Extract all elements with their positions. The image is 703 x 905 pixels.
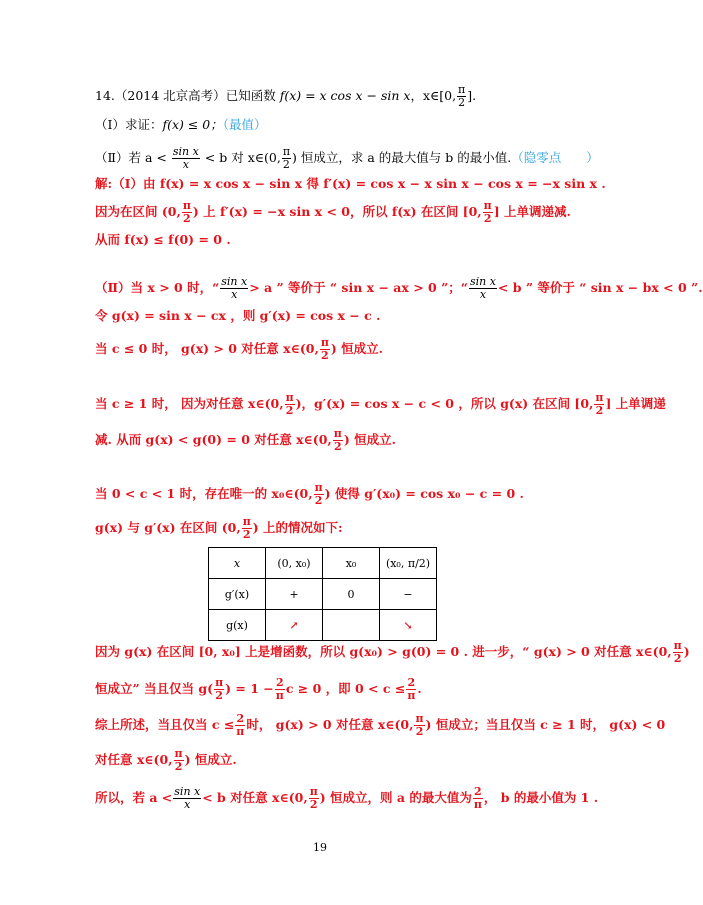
solution-line-10: g(x) 与 g′(x) 在区间 (0, $\frac{\pi}{2}$ ) 上的情况如下:: [95, 515, 343, 541]
solution-line-2: 因为在区间 (0, $\frac{\pi}{2}$ ) 上 f′(x) = −x sin x < 0，所以 f(x) 在区间 [0, $\frac{\pi}{2}$ ] 上单调递减.: [95, 199, 571, 225]
problem-number: 14.: [95, 88, 115, 103]
solution-line-12: 恒成立” 当且仅当 g( $\frac{\pi}{2}$ ) = 1 − $\frac{2}{\pi}$ c ≥ 0 ，即 0 < c ≤ $\frac{2}{\pi}$ .: [95, 676, 422, 702]
problem-source: （2014 北京高考）: [114, 88, 226, 103]
tag-hidden-zero: （隐零点 ）: [511, 150, 599, 165]
solution-line-11: 因为 g(x) 在区间 [0, x₀] 上是增函数，所以 g(x₀) > g(0) = 0 . 进一步，“ g(x) > 0 对任意 x∈(0, $\frac{\pi}{2}$ ): [95, 639, 690, 665]
tag-max-value: （最值）: [222, 117, 267, 132]
solution-line-3: 从而 f(x) ≤ f(0) = 0 .: [95, 232, 231, 247]
fraction-sinx-over-x: $\frac{\text{sin x}}{x}$: [172, 145, 199, 171]
increasing-arrow-icon: ↗: [266, 610, 323, 641]
part2-line: （Ⅱ）若 a < $\frac{\text{sin x}}{x}$ < b 对 x∈(0, $\frac{\pi}{2}$ ) 恒成立，求 a 的最大值与 b 的最小值.（隐零点 ）: [95, 145, 599, 171]
decreasing-arrow-icon: ↘: [380, 610, 437, 641]
table-cell: x: [209, 548, 266, 579]
table-cell: (x₀, π/2): [380, 548, 437, 579]
table-row: [209, 610, 437, 641]
table-row: [209, 548, 437, 579]
table-row: [209, 579, 437, 610]
solution-line-15: 所以，若 a < $\frac{\text{sin x}}{x}$ < b 对任意 x∈(0, $\frac{\pi}{2}$ ) 恒成立，则 a 的最大值为 $\frac{2}{\pi}$ ， b 的最小值为 1 .: [95, 785, 599, 811]
table-cell: [323, 610, 380, 641]
function-definition: f(x) = x cos x − sin x: [279, 88, 411, 103]
solution-line-13: 综上所述，当且仅当 c ≤ $\frac{2}{\pi}$ 时， g(x) > 0 对任意 x∈(0, $\frac{\pi}{2}$ ) 恒成立；当且仅当 c ≥ 1 时， g(x) < 0: [95, 712, 666, 738]
variation-table: [208, 547, 437, 641]
table-cell: (0, x₀): [266, 548, 323, 579]
page-number: 19: [313, 841, 327, 854]
fraction-pi-over-2: $\frac{\pi}{2}$: [458, 83, 466, 109]
solution-line-14: 对任意 x∈(0, $\frac{\pi}{2}$ ) 恒成立.: [95, 747, 237, 773]
table-cell: x₀: [323, 548, 380, 579]
table-cell: 0: [323, 579, 380, 610]
solution-line-9: 当 0 < c < 1 时，存在唯一的 x₀∈(0, $\frac{\pi}{2}$ ) 使得 g′(x₀) = cos x₀ − c = 0 .: [95, 481, 524, 507]
solution-line-6: 当 c ≤ 0 时， g(x) > 0 对任意 x∈(0, $\frac{\pi}{2}$ ) 恒成立.: [95, 336, 383, 362]
solution-line-8: 减. 从而 g(x) < g(0) = 0 对任意 x∈(0, $\frac{\pi}{2}$ ) 恒成立.: [95, 427, 396, 453]
table-cell: g′(x): [209, 579, 266, 610]
solution-line-1: 解:（Ⅰ）由 f(x) = x cos x − sin x 得 f′(x) = cos x − x sin x − cos x = −x sin x .: [95, 176, 606, 191]
table-cell: g(x): [209, 610, 266, 641]
part1-line: （Ⅰ）求证：f(x) ≤ 0；（最值）: [95, 117, 267, 132]
fraction-pi-over-2: $\frac{\pi}{2}$: [282, 145, 291, 171]
solution-line-5: 令 g(x) = sin x − cx ，则 g′(x) = cos x − c .: [95, 308, 381, 323]
solution-line-4: （Ⅱ）当 x > 0 时，“ $\frac{\text{sin x}}{x}$ > a ” 等价于 “ sin x − ax > 0 ”；“ $\frac{\text{sin x}}{x}$ < b ” 等价于 “ sin x − bx < 0 ”.: [95, 275, 703, 301]
solution-line-7: 当 c ≥ 1 时， 因为对任意 x∈(0, $\frac{\pi}{2}$ )，g′(x) = cos x − c < 0 ，所以 g(x) 在区间 [0, $\frac{\pi}{2}$ ] 上单调递: [95, 391, 666, 417]
table-cell: +: [266, 579, 323, 610]
problem-line: 14.（2014 北京高考）已知函数 f(x) = x cos x − sin x，x∈[0, $\frac{\pi}{2}$ ].: [95, 83, 477, 109]
table-cell: −: [380, 579, 437, 610]
